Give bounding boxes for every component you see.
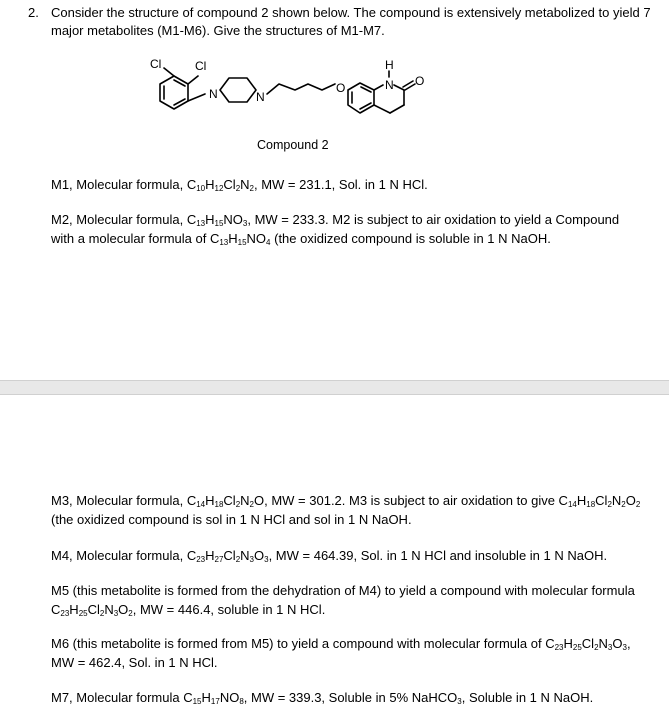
cl-label-2: Cl [195, 59, 207, 73]
o-carbonyl-label: O [415, 74, 425, 88]
compound-2-structure [150, 57, 450, 131]
n-label-1: N [209, 87, 218, 101]
h-label: H [385, 58, 394, 72]
question-number: 2. [28, 5, 39, 20]
n-amide-label: N [385, 78, 394, 92]
m5-paragraph: M5 (this metabolite is formed from the dehydration of M4) to yield a compound with molecular formula $C_{23}H_{25}Cl_2N_3O_2$, MW = 446.4, soluble in 1 N HCl. [51, 583, 635, 618]
cl-bond-1 [164, 68, 174, 76]
butoxy-chain [267, 84, 335, 94]
m4-paragraph: M4, Molecular formula, $C_{23}H_{27}Cl_2N_3O_3$, MW = 464.39, Sol. in 1 N HCl and insoluble in 1 N NaOH. [51, 548, 608, 564]
o-ether-label: O [336, 81, 346, 95]
cl-label-1: Cl [150, 57, 162, 71]
structure-caption: Compound 2 [257, 138, 329, 152]
m6-paragraph: M6 (this metabolite is formed from M5) to yield a compound with molecular formula of $C_{23}H_{25}Cl_2N_3O_3$, MW = 462.4, Sol. in 1 N HCl. [51, 636, 631, 670]
m1-paragraph: M1, Molecular formula, $C_{10}H_{12}Cl_2N_2$, MW = 231.1, Sol. in 1 N HCl. [51, 177, 428, 193]
m3-paragraph: M3, Molecular formula, $C_{14}H_{18}Cl_2N_2O$, MW = 301.2. M3 is subject to air oxidation to give $C_{14}H_{18}Cl_2N_2O_2$ (the oxidized compound is sol in 1 N HCl and sol in 1 N NaOH. [51, 493, 641, 527]
cl-bond-2 [188, 76, 198, 84]
n-label-2: N [256, 90, 265, 104]
page-break-divider [0, 380, 669, 395]
m2-paragraph: M2, Molecular formula, $C_{13}H_{15}NO_3$, MW = 233.3. M2 is subject to air oxidation to yield a Compound with a molecular formula of $C_{13}H_{15}NO_4$ (the oxidized compound is soluble in 1 N NaOH. [51, 212, 620, 247]
piperazine-ring [220, 78, 256, 102]
question-text: Consider the structure of compound 2 shown below. The compound is extensively metabolized to yield 7 major metabolites (M1-M6). Give the structures of M1-M7. [51, 5, 651, 38]
m7-paragraph: M7, Molecular formula $C_{15}H_{17}NO_8$, MW = 339.3, Soluble in 5% NaHCO$_3$, Soluble in 1 N NaOH. [51, 690, 594, 706]
